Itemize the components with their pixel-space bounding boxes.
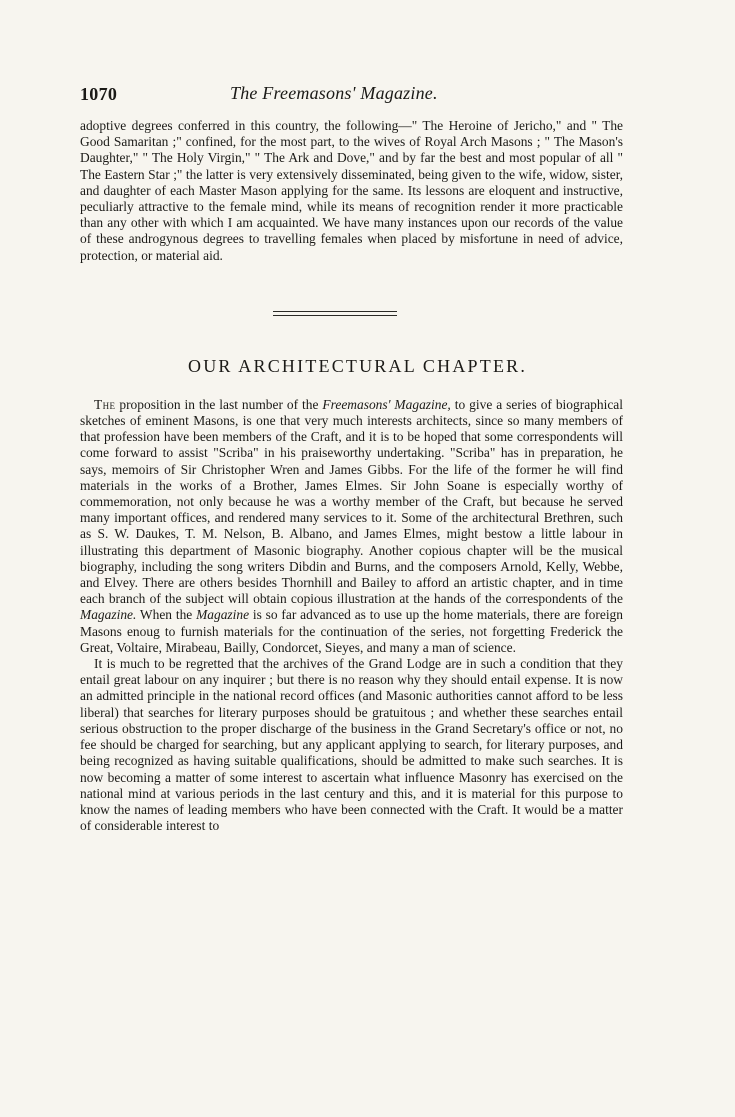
paragraph-2: It is much to be regretted that the archives of the Grand Lodge are in such a condition that they entail great labour on any inquirer ; but there is no reason why they should entail expense. It is now an admitted principle in the national record offices (and Masonic authorities cannot afford to be less liberal) that searches for literary purposes should be gratuitous ; and whether these searches entail serious obstruction to the proper discharge of the business in the Grand Secretary's office or not, no fee should be charged for searching, but any applicant applying to search, for literary purposes, and being recognized as having suitable qualifications, should be admitted to make such searches. It is now becoming a matter of some interest to ascertain what influence Masonry has exercised on the national mind at various periods in the last century and this, and it is material for this purpose to know the names of leading members who have been connected with the Craft. It would be a matter of considerable interest to [80, 656, 623, 834]
paragraph-1-lead: The [94, 396, 116, 412]
paragraph-1-part-1: proposition in the last number of the [115, 396, 323, 412]
magazine-title-3: Magazine [196, 607, 250, 623]
paragraph-1-part-2: to give a series of biographical sketches of eminent Masons, is one that very much interests architects, since so many members of that profession have been members of the Craft, and it is to be hoped that some correspondents will come forward to assist "Scriba" in his praiseworthy undertaking. "Scriba" has in preparation, he says, memoirs of Sir Christopher Wren and James Gibbs. For the life of the former he will find materials in the works of a Brother, James Elmes. Sir John Soane is especially worthy of commemoration, not only because he was a worthy member of the Craft, but because he served many important offices, and rendered many services to it. Some of the architectural Brethren, such as S. W. Daukes, T. M. Nelson, B. Albano, and James Elmes, might bestow a little labour in illustrating this department of Masonic biography. Another copious chapter will be the musical biography, including the song writers Dibdin and Burns, and the composers Arnold, Kelly, Webbe, and Elvey. There are others besides Thornhill and Bailey to afford an artistic chapter, and in time each branch of the subject will obtain copious illustration at the hands of the correspondents of the [80, 396, 623, 607]
paragraph-1-part-4: is so far advanced as to use up the home materials, there are foreign Masons enoug to furnish materials for the continuation of the series, not forgetting Frederick the Great, Voltaire, Mirabeau, Bailly, Condorcet, Sieyes, and many a man of science. [80, 607, 623, 655]
paragraph-1 [80, 397, 623, 656]
paragraph-1-part-3: When the [136, 607, 197, 623]
section-title: OUR ARCHITECTURAL CHAPTER. [188, 355, 528, 376]
page-number: 1070 [80, 84, 118, 104]
page-header [80, 84, 623, 108]
magazine-title-1: Freemasons' Magazine, [322, 396, 451, 412]
section-divider [273, 311, 397, 319]
magazine-title-2: Magazine. [80, 607, 137, 623]
running-head: The Freemasons' Magazine. [230, 83, 438, 103]
intro-paragraph: adoptive degrees conferred in this country, the following—" The Heroine of Jericho," and " The Good Samaritan ;" confined, for the most part, to the wives of Royal Arch Masons ; " The Mason's Daughter," " The Holy Virgin," " The Ark and Dove," and by far the best and most popular of all " The Eastern Star ;" the latter is very extensively disseminated, being given to the wife, widow, sister, and daughter of each Master Mason applying for the same. Its lessons are eloquent and instructive, peculiarly attractive to the female mind, while its means of recognition render it more practicable than any other with which I am acquainted. We have many instances upon our records of the value of these androgynous degrees to travelling females when placed by misfortune in need of advice, protection, or material aid. [80, 118, 623, 263]
